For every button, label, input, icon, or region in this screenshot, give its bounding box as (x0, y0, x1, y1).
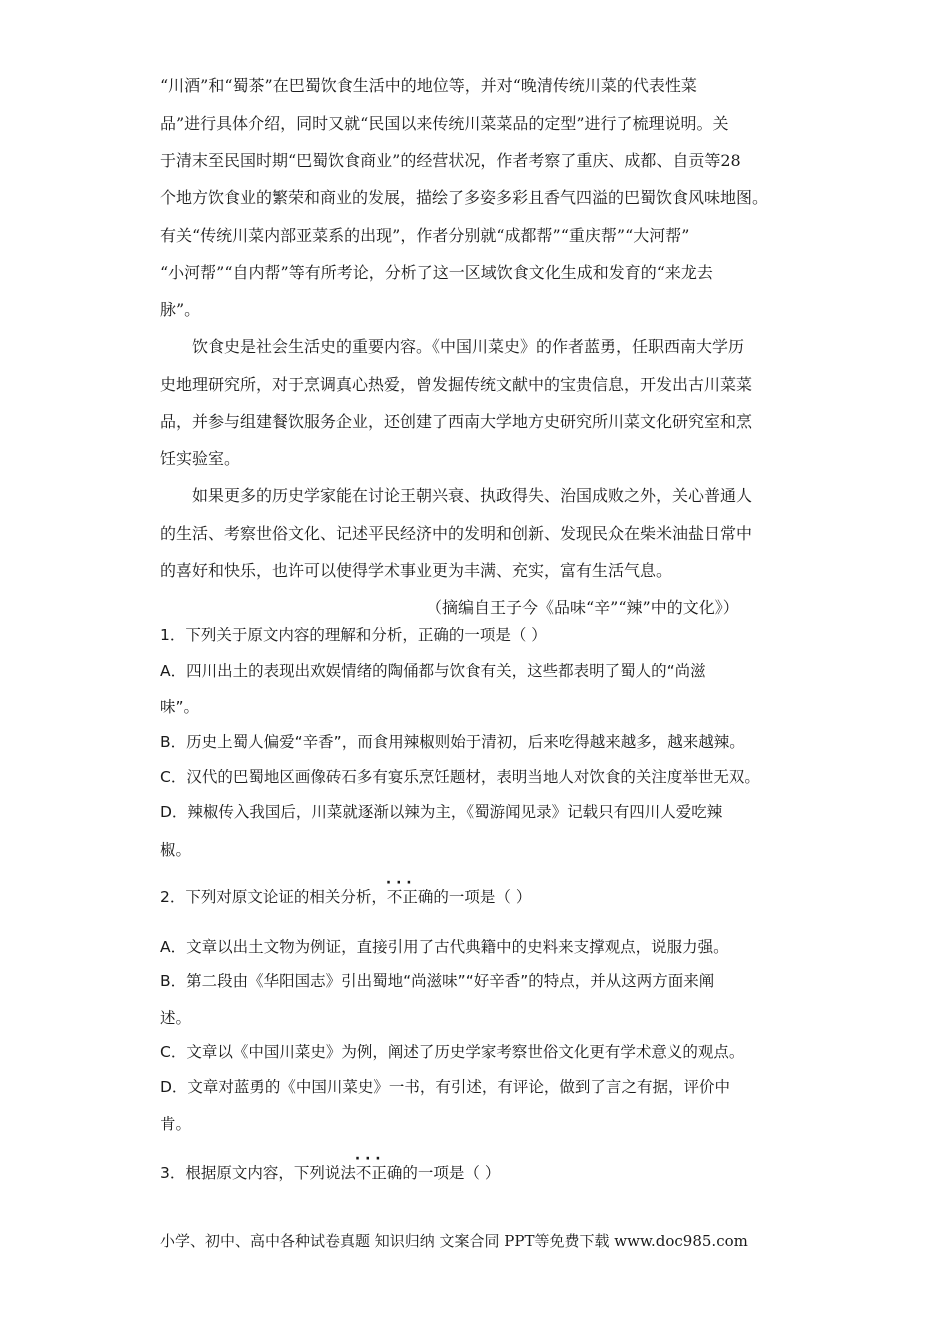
question-2-option-d-cont: 肯。 (160, 1115, 192, 1133)
emphasis-dots: · · · 不正确 (356, 1164, 403, 1182)
passage-line: 脉”。 (160, 300, 201, 319)
question-2-stem-post: 的一项是（ ） (433, 888, 532, 906)
passage-line: “小河帮”“自内帮”等有所考论，分析了这一区域饮食文化生成和发育的“来龙去 (160, 263, 713, 282)
question-1-option-a: A．四川出土的表现出欢娱情绪的陶俑都与饮食有关，这些都表明了蜀人的“尚滋 (160, 662, 706, 680)
question-2-option-b: B．第二段由《华阳国志》引出蜀地“尚滋味”“好辛香”的特点，并从这两方面来阐 (160, 972, 715, 990)
passage-line: 于清末至民国时期“巴蜀饮食商业”的经营状况，作者考察了重庆、成都、自贡等28 (160, 151, 741, 170)
question-1-option-d: D．辣椒传入我国后，川菜就逐渐以辣为主，《蜀游闻见录》记载只有四川人爱吃辣 (160, 803, 723, 821)
question-2-option-d: D．文章对蓝勇的《中国川菜史》一书，有引述，有评论，做到了言之有据，评价中 (160, 1078, 730, 1096)
question-2-stem-pre: 2．下列对原文论证的相关分析， (160, 888, 387, 906)
question-3-stem-pre: 3．根据原文内容，下列说法 (160, 1164, 356, 1182)
passage-source: （摘编自王子今《品味“辛”“辣”中的文化》） (426, 598, 739, 617)
question-2-stem (160, 887, 531, 907)
passage-line: 有关“传统川菜内部亚菜系的出现”，作者分别就“成都帮”“重庆帮”“大河帮” (160, 226, 690, 245)
passage-line: 个地方饮食业的繁荣和商业的发展，描绘了多姿多彩且香气四溢的巴蜀饮食风味地图。 (160, 188, 769, 207)
question-3-stem (160, 1163, 500, 1183)
passage-line: 如果更多的历史学家能在讨论王朝兴衰、执政得失、治国成败之外，关心普通人 (192, 486, 753, 505)
question-2-option-b-cont: 述。 (160, 1009, 192, 1027)
passage-line: 史地理研究所，对于烹调真心热爱，曾发掘传统文献中的宝贵信息，开发出古川菜菜 (160, 375, 753, 394)
question-3-stem-post: 的一项是（ ） (402, 1164, 501, 1182)
question-1-option-c: C．汉代的巴蜀地区画像砖石多有宴乐烹饪题材，表明当地人对饮食的关注度举世无双。 (160, 768, 760, 786)
question-2-option-a: A．文章以出土文物为例证，直接引用了古代典籍中的史料来支撑观点，说服力强。 (160, 938, 729, 956)
question-1-option-b: B．历史上蜀人偏爱“辛香”，而食用辣椒则始于清初，后来吃得越来越多，越来越辣。 (160, 733, 745, 751)
passage-line: “川酒”和“蜀茶”在巴蜀饮食生活中的地位等，并对“晚清传统川菜的代表性菜 (160, 76, 697, 95)
emphasis-dots: · · · 不正确 (387, 888, 434, 906)
question-1-stem: 1．下列关于原文内容的理解和分析，正确的一项是（ ） (160, 626, 547, 644)
passage-line: 品”进行具体介绍，同时又就“民国以来传统川菜菜品的定型”进行了梳理说明。关 (160, 114, 729, 133)
passage-line: 饮食史是社会生活史的重要内容。《中国川菜史》的作者蓝勇，任职西南大学历 (192, 337, 745, 356)
page-footer: 小学、初中、高中各种试卷真题 知识归纳 文案合同 PPT等免费下载 www.doc985.com (160, 1232, 748, 1250)
question-1-option-d-cont: 椒。 (160, 841, 192, 859)
passage-line: 的生活、考察世俗文化、记述平民经济中的发明和创新、发现民众在柴米油盐日常中 (160, 524, 753, 543)
passage-line: 饪实验室。 (160, 449, 241, 468)
question-1-option-a-cont: 味”。 (160, 698, 200, 716)
question-2-option-c: C．文章以《中国川菜史》为例，阐述了历史学家考察世俗文化更有学术意义的观点。 (160, 1043, 745, 1061)
passage-line: 品，并参与组建餐饮服务企业，还创建了西南大学地方史研究所川菜文化研究室和烹 (160, 412, 753, 431)
passage-line: 的喜好和快乐，也许可以使得学术事业更为丰满、充实，富有生活气息。 (160, 561, 673, 580)
